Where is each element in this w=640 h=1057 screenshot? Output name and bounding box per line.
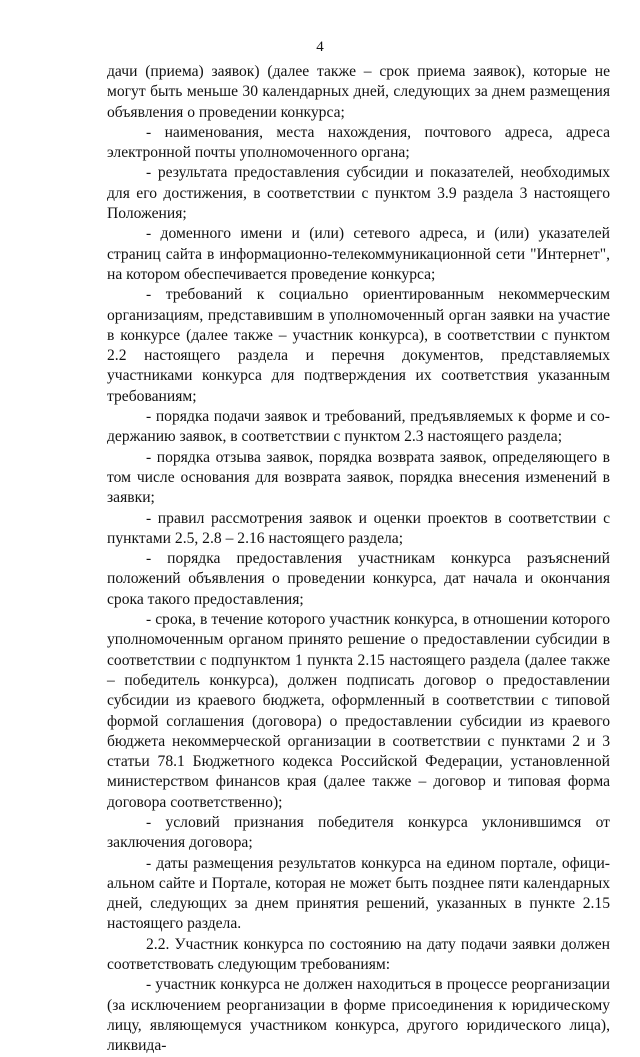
paragraph: дачи (приема) заявок) (далее также – срок приема заявок), которые не могут быть меньше 30 календарных дней, следующих за днем размещения объявления о проведении конкурса;: [107, 63, 610, 121]
paragraph: 2.2. Участник конкурса по состоянию на дату подачи заявки должен соответствовать следующим требованиям:: [107, 935, 610, 974]
page-number: 4: [316, 39, 324, 55]
paragraph: - условий признания победителя конкурса уклонившимся от заключения договора;: [107, 813, 610, 852]
paragraph: - участник конкурса не должен находиться в процессе реорганизации (за исключением реорганизации в форме присоединения к юридическому лицу, являющемуся участником конкурса, другого юридического лица), ликвида-: [107, 976, 610, 1055]
paragraph: - требований к социально ориентированным некоммерческим организациям, представившим в уполномоченный орган заявки на участие в конкурсе (далее также – участник конкурса), в соответствии с пунктом 2.2 настоящего раздела и перечня документов, представляемых участниками конкурса для подтверждения их соответствия указанным требованиям;: [107, 286, 610, 405]
paragraph: - порядка предоставления участникам конкурса разъяснений положений объявления о проведении конкурса, дат начала и окончания срока такого предоставления;: [107, 550, 610, 608]
paragraph: - порядка отзыва заявок, порядка возврата заявок, определяющего в том числе основания для возврата заявок, порядка внесения изменений в заявки;: [107, 448, 610, 507]
paragraph: - правил рассмотрения заявок и оценки проектов в соответствии с пунктами 2.5, 2.8 – 2.16 настоящего раздела;: [107, 509, 610, 547]
paragraph: - доменного имени и (или) сетевого адреса, и (или) указателей страниц сайта в информационно-телекоммуникационной сети "Интернет", на котором обеспечивается проведение конкурса;: [107, 225, 610, 283]
paragraph: - результата предоставления субсидии и показателей, необходимых для его достижения, в соответствии с пунктом 3.9 раздела 3 настоящего Положения;: [107, 164, 610, 223]
document-body: [107, 62, 610, 1057]
paragraph: - даты размещения результатов конкурса на едином портале, официальном сайте и Портале, которая не может быть позднее пяти календарных дней, следующих за днем принятия решений, указанных в пункте 2.15 настоящего раздела.: [107, 854, 610, 933]
paragraph: - порядка подачи заявок и требований, предъявляемых к форме и содержанию заявок, в соответствии с пунктом 2.3 настоящего раздела;: [107, 408, 610, 446]
paragraph: - срока, в течение которого участник конкурса, в отношении которого уполномоченным органом принято решение о предоставлении субсидии в соответствии с подпунктом 1 пункта 2.15 настоящего раздела (далее также – победитель конкурса), должен подписать договор о предоставлении субсидии из краевого бюджета, оформленный в соответствии с типовой формой соглашения (договора) о предоставлении субсидии из краевого бюджета некоммерческой организации в соответствии с пунктами 2 и 3 статьи 78.1 Бюджетного кодекса Российской Федерации, установленной министерством финансов края (далее также – договор и типовая форма договора соответственно);: [107, 611, 610, 811]
paragraph: - наименования, места нахождения, почтового адреса, адреса электронной почты уполномоченного органа;: [107, 123, 610, 162]
